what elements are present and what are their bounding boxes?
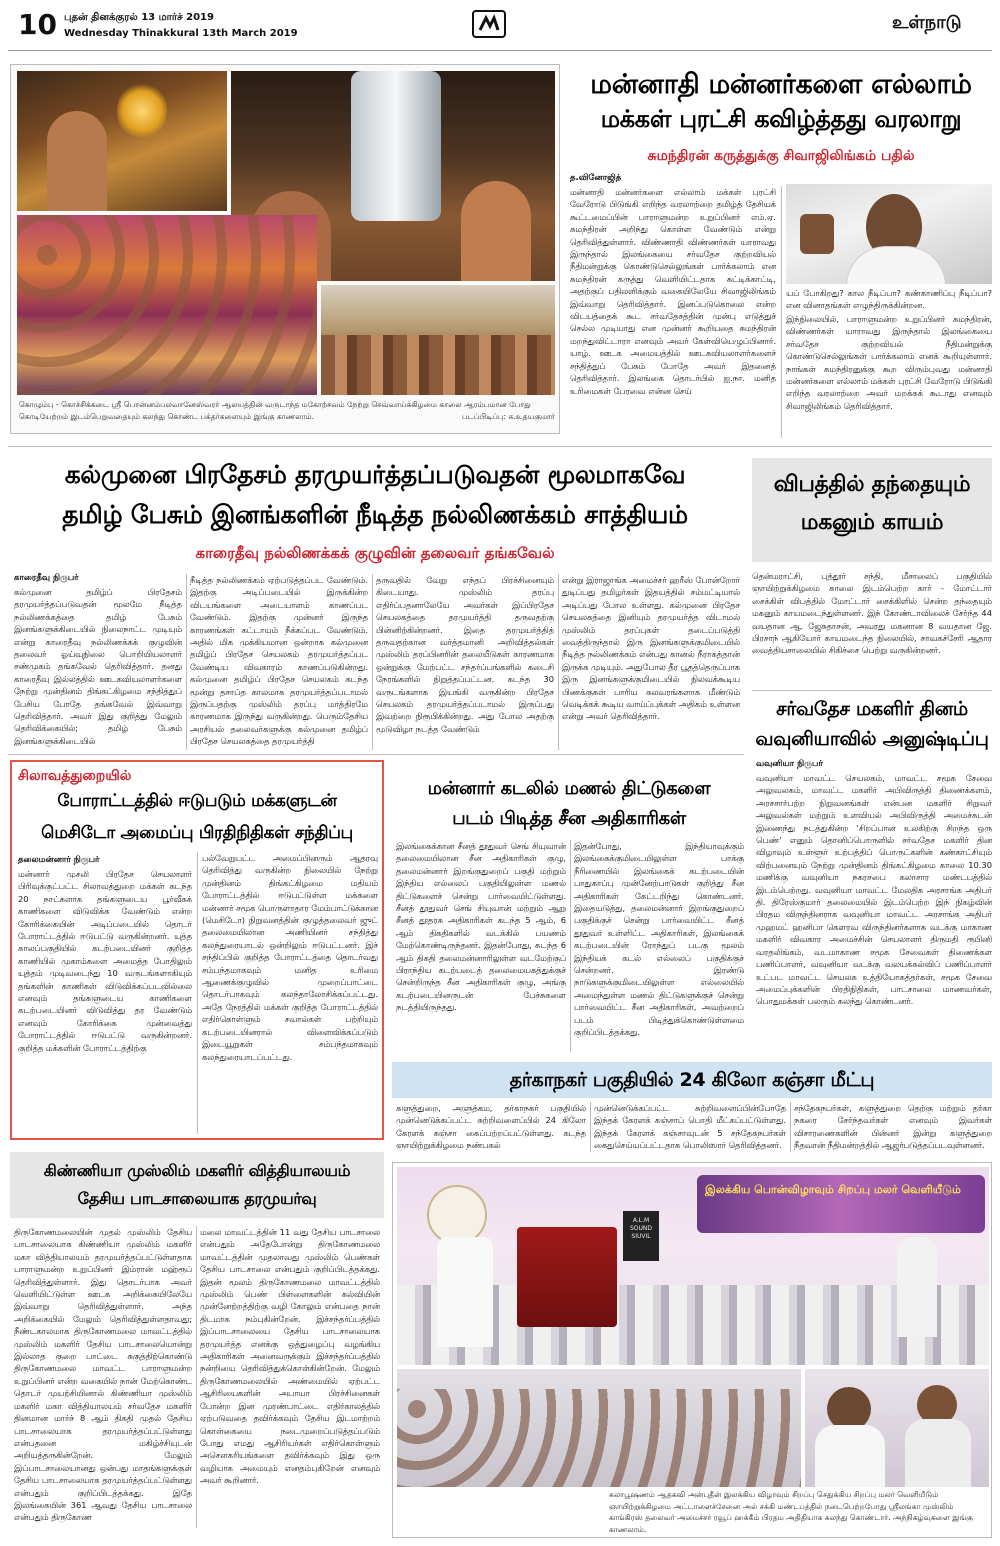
story7-col2: முன்னெடுக்கப்பட்ட சுற்றிவளைப்பின்போதே இந்தக் கேரளக் கஞ்சாப் பொதி மீட்கப்பட்டுள்ளது. இந்தக் கேரளக் கஞ்சாவுடன் 5 சந்தேகநபர்கள் கைதுசெய்யப்பட்டதாக பொலிஸார் தெரிவித்தனர்.	[594, 1103, 786, 1151]
story6-col2: இதன்போது, இந்தியாவுக்கும் இலங்கைக்குமிடையிலுள்ள பாக்கு நீரிணையில் இலங்கைக் கடற்படையின் பாதுகாப்பு முன்னேற்பாடுகள் குறித்து சீன அதிகாரிகள் கேட்டறிந்து கொண்டனர். இதையடுத்து, தலைமன்னார் இறங்குதுறைப் பகுதிக்குச் சென்று பார்வையிட்ட சீனத் தூதுவர் உள்ளிட்ட அதிகாரிகள், இலங்கைக் கடற்படையின் ரோந்துப் படகு மூலம் இந்தியக் கடல் எல்லைப் பகுதிக்குச் சென்றனர். இரண்டு நாடுகளுக்குமிடையிலுள்ள எல்லையில் அமைந்துள்ள மணல் திட்டுகளுக்குச் சென்று பார்வையிட்ட சீன அதிகாரிகள், அவற்றைப் படம் பிடித்துக்கொண்டுள்ளமை குறிப்பிடத்தக்கது.	[574, 841, 744, 1038]
temple-photo-flag	[321, 285, 555, 395]
story3-headline-box	[752, 458, 992, 562]
story1-body-col2a: யப் போகிறது? கால நீடிப்பா? கண்காணிப்பு நீடிப்பா? என வினாதங்கள் எழுந்திருக்கின்றன.	[786, 288, 992, 311]
masthead-date-tamil: புதன் தினக்குரல் 13 மார்ச் 2019	[64, 12, 214, 23]
story1-portrait	[786, 184, 992, 284]
story3-headline-line1: விபத்தில் தந்தையும்	[773, 472, 971, 497]
story2-byline: காரைதீவு நிருபர்	[14, 573, 79, 583]
story8-headline-box	[10, 1152, 384, 1218]
story7-col3: சந்தேகநபர்கள், களுத்துறை தெற்கு மற்றும் தர்கா நகரை சேர்ந்தவர்கள் எனவும் இவர்கள் விசாரணைகளின் பின்னர் இன்று களுத்துறை நீதவான் நீதிமன்றத்தில் ஆஜர்படுத்தப்படவுள்ளனர்.	[794, 1103, 992, 1151]
page-number: 10	[18, 8, 57, 41]
story1-subhead: சுமந்திரன் கருத்துக்கு சிவாஜிலிங்கம் பதில்	[647, 148, 915, 164]
event-photo-award	[805, 1369, 989, 1487]
story2-col1: கல்முனை தமிழ்ப் பிரதேசம் தரமுயர்த்தப்படுவதன் மூலமே நீடித்த நல்லிணக்கத்தை தமிழ் பேசும் இனங்களுக்கிடையில் நிலைநாட்ட முடியும் என்று காரைதீவு நல்லிணக்கக் குழுவின் தலைவர் ஓய்வுநிலை பொறியியலாளர் சண்முகம் தங்கவேல் தெரிவித்தார். தனது காரைதீவு இல்லத்தில் ஊடகவியலாளர்களை நேற்று முன்தினம் திங்கட்கிழமை சந்தித்துப் பேசிய போதே தங்கவேல் இவ்வாறு தெரிவித்தார். அவர் இது குறித்து மேலும் தெரிவிக்கையில்; தமிழ் பேசும் இனங்களுக்கிடையில்	[14, 587, 182, 746]
story5-headline-line2: மெசிடோ அமைப்பு பிரதிநிதிகள் சந்திப்பு	[41, 823, 353, 843]
section-label: உள்நாடு	[892, 12, 962, 33]
literary-event-caption: கலாபூஷணம் ஆதகவி அன்புதீன் இலக்கிய விழாவும் சிறப்பு செதுக்கிய சிறப்பு மலர் வெளியீடும் ஞாயிற்றுக்கிழமை அட்டாளைச்சேனை அல் சக்கி மண்டபத்தில் நடைபெற்றபோது ஸ்ரீலங்கா முஸ்லிம் காங்கிரஸ் தலைவர் அமைச்சர் ரவூப் ஹக்கீம் பிரதம அதிதியாக கலந்து கொண்டார். அந்நிகழ்வுகளை இங்கு காணலாம்.	[609, 1490, 973, 1534]
story7-headline-band	[392, 1062, 992, 1098]
story8-headline-line1: கிண்ணியா முஸ்லிம் மகளிர் வித்தியாலயம்	[43, 1161, 351, 1180]
story8-headline-line2: தேசிய பாடசாலையாக தரமுயர்வு	[77, 1189, 317, 1208]
story6-headline-line2: படம் பிடித்த சீன அதிகாரிகள்	[452, 808, 686, 829]
temple-photo-box	[10, 64, 560, 434]
story5-col2: பல்வேறுபட்ட அமைப்பினரும் ஆதரவு தெரிவித்து வருகின்ற நிலையில் நேற்று முன்தினம் திங்கட்கிழமை மதியம் போராட்டத்தில் ஈடுபட்டுள்ள மக்களை மன்னார் சமூக பொருளாதார மேம்பாட்டுக்கான (மெசிடோ) நிறுவனத்தின் குழுத்தலைவர் ஜுட் தலைமையிலான அணியினர் சந்தித்து கலந்துரையாடல் ஒன்றிலும் ஈடுபட்டனர். இச் சந்திப்பில் குறித்த போராட்டத்தை தொடர்வது சம்பந்தமாகவும் மனித உரிமை ஆணைக்குழுவில் முறைப்பாட்டை தொடர்பாகவும் கலந்தாலோசிக்கப்பட்டது. அதே நேரத்தில் மக்கள் குறித்த போராட்டத்தில் எதிர்கொள்ளும் சவால்கள் பற்றியும் கடற்படையினரால் விளைவிக்கப்படும் இடையூறுகள் சம்பந்தமாகவும் கலந்துரையாடப்பட்டது.	[202, 853, 378, 1062]
story3-body: தென்மராட்சி, புத்தூர் சந்தி, மீசாலைப் பகுதியில் ஞாயிற்றுக்கிழமை காலை இடம்பெற்ற கார் - மோட்டார் சைக்கிள் விபத்தில் மோட்டார் சைக்கிளில் சென்ற தந்தையும் மகனும் காயமடைந்துள்ளனர். இந் கோண்டாவிலைச் சேர்ந்த 44 வயதான ஆ. ஜேசுதாசன், அவரது மகனான 8 வயதான ஜே. பிரசாந் ஆகியோர் காயமடைந்த நிலையில், சாவகச்சேரி ஆதார வைத்தியசாலையில் சிகிச்சை பெற்று வருகின்றனர்.	[752, 571, 992, 656]
story1-headline-line1: மன்னாதி மன்னர்களை எல்லாம்	[590, 69, 972, 100]
story4-byline: வவுனியா நிருபர்	[756, 759, 823, 769]
masthead-divider	[8, 50, 992, 51]
story1-byline: த.வினோஜித்	[570, 173, 622, 183]
story8-col2: மலை மாவட்டத்தின் 11 வது தேசிய பாடசாலை என்பதும் அதேபோன்று திருகோணமலை மாவட்டத்தின் முதலாவது முஸ்லிம் பெண்கள் தேசிய பாடசாலை என்பதும் குறிப்பிடத்தக்கது. இதன் மூலம் திருகோணமலை மாவட்டத்தில் முஸ்லிம் பெண் பிள்ளைகளின் கல்வியின் முன்னேற்றத்திற்கு வழி கோலும் என்பதை நான் திடமாக நம்புகின்றேன். இச்சந்தர்ப்பத்தில் இப்பாடசாலையை தேசிய பாடசாலையாக தரமுயர்த்த எனக்கு ஒத்துழைப்பு வழங்கிய அதிகாரிகள் அனைவருக்கும் இச்சந்தர்ப்பத்தில் நன்றியை தெரிவித்துக்கொள்கின்றேன். மேலும் திருகோணமலையில் அண்மையில் ஏற்பட்ட ஆசிரியைகளின் அபாயா பிரச்சினைகள் போன்ற இன முரண்பாட்டை எதிர்காலத்தில் ஏற்படுவதை தவிர்க்கவும் தேசிய இடமாற்றம் கொள்கையை நடைமுறைப்படுத்தப்படும் போது எமது ஆசிரியர்கள் எதிர்கொள்ளும் அசௌகரியங்களை தவிர்க்கவும் இது ஒரு வழியாக அமையும் எனதம்புகிறேன் எனவும் அவர் கூறினார்.	[200, 1227, 380, 1486]
logo-mark-icon	[474, 12, 504, 36]
masthead-date-english: Wednesday Thinakkural 13th March 2019	[64, 28, 298, 39]
literary-event-photo-box	[392, 1162, 992, 1538]
temple-photo-caption: கொழும்பு - கொச்சிக்கடை ஸ்ரீ பொன்னம்பலவானேஸ்வரர் ஆலயத்தின் வருடாந்த மகோற்சவம் நேற்று செவ்வாய்க்கிழமை காலை ஆரம்பமான போது கொடியேற்றம் இடம்பெறுவதையும் கலந்து கொண்ட பக்தர்களையும் இங்கு காணலாம்.	[19, 400, 531, 421]
story5-kicker: சிலாவத்துறையில்	[18, 768, 132, 784]
story1-body-col1: மன்னாதி மன்னர்களை எல்லாம் மக்கள் புரட்சி வேரோடு பிடுங்கி எறிந்த வரலாற்றை தமிழ்த் தேசியக் கூட்டமைப்பின் பாராளுமன்ற உறுப்பினர் எம்.ஏ. சுமந்திரன் அறிந்து கொள்ள வேண்டும் என்று தெரிவித்துள்ளார். விண்ணாதி விண்ணர்கள் யாராவது இருந்தால் இலங்கையை சர்வதேச குற்றவியல் நீதிமன்றுக்கு கொண்டுசெல்லுங்கள் பார்க்கலாம் என சுமந்திரன் கருத்து வெளியிட்டதாக சுட்டிக்காட்டி, அதற்குப் பதிலளிக்கும் வகையிலேயே சிவாஜிலிங்கம் இவ்வாறு தெரிவித்தார். இனப்படுகொலை என்ற விடயத்தைக் கூட சர்வதேசத்தின் முன்பு எடுத்துச் செல்ல முடியாது என முன்னர் கூறியதை சுமந்திரன் மறந்துவிட்டாரா எனவும் அவர் கேள்வியெழுப்பினார். யாழ். ஊடக அமையத்தில் ஊடகவியலாளர்களைச் சந்தித்துப் பேசும் போதே அவர் இதனைத் தெரிவித்தார். இலங்கை தொடர்பில் ஐ.நா. மனித உரிமைகள் பேரவை என்ன செய்	[570, 187, 776, 396]
event-banner-text: இலக்கிய பொன்விழாவும் சிறப்பு மலர் வெளியீடும்	[705, 1183, 961, 1196]
event-photo-audience	[397, 1369, 801, 1487]
sound-system-sign: A.L.M SOUND SIUVIL	[623, 1211, 659, 1261]
story2-col4: என்று இராஜாங்க அமைச்சர் ஹரீஸ் போன்றோர் துடிப்பது தமிழர்கள் இதயத்தில் சம்மட்டியால் அடிப்பது போல உள்ளது. கல்முனை பிரதேச செயலகத்தை இனியும் தரமுயர்த்த விடாமல் முஸ்லிம் தரப்புகள் தடைப்படுத்தி வைத்திருந்தால் இரு இனங்களுக்குமிடையில் நீடித்த நல்லிணக்கம் என்பது கானல் நீராகத்தான் இருக்க முடியும். அதுபோல தீர பூதத்தெருப்பாக இரு இனங்களுக்குமிடையில் நிலவக்கூடிய பிணக்குகள் பாரிய கலவரங்களாக மீண்டும் வெடிக்கக் கூடிய வாய்ப்புக்கள் அதிகம் உள்ளன என்று அவர் தெரிவித்தார்.	[562, 575, 740, 722]
temple-photo-devotees	[17, 215, 317, 395]
story7-headline: தர்காநகர் பகுதியில் 24 கிலோ கஞ்சா மீட்பு	[509, 1069, 875, 1091]
story3-headline-line2: மகனும் காயம்	[800, 510, 944, 535]
story4-headline-line1: சர்வதேச மகளிர் தினம்	[776, 698, 968, 720]
story1-headline-line2: மக்கள் புரட்சி கவிழ்த்தது வரலாறு	[600, 105, 962, 133]
story6-col1: இலங்கைக்கான சீனத் தூதுவர் செங் சியுவான் தலைமையிலான சீன அதிகாரிகள் குழு, தலைமன்னார் இறங்குதுறைப் பகுதி மற்றும் இந்திய எல்லைப் பகுதியிலுள்ள மணல் திட்டுகளைச் சென்று பார்வையிட்டுள்ளது. சீனத் தூதுவர் செங் சியுவான் மற்றும் ஆறு சீனத் தூதரக அதிகாரிகள் கடந்த 5 ஆம், 6 ஆம் திகதிகளில் வடக்கில் பயணம் மேற்கொண்டிருந்தனர். இதன்போது, கடந்த 6 ஆம் திகதி தலைமன்னாரிலுள்ள வடமேற்குப் பிராந்திய கடற்படைத் தலைமையகத்துக்குச் சென்றிருந்த சீன அதிகாரிகள் குழு, அங்கு கடற்படையினருடன் பேச்சுகளை நடத்தியிருந்தது.	[396, 841, 566, 1013]
story2-col2: நீடித்த நல்லிணக்கம் ஏற்படுத்தப்பட வேண்டும். இதற்கு அடிப்படையில் இருக்கின்ற விடயங்களை அடையாளம் காணப்பட வேண்டும். இதற்கு முன்னர் இருந்த காரணங்கள் கட்டாயம் நீக்கப்பட வேண்டும். அதில் மிக முக்கியமான ஒன்றாக கல்முனை தமிழ்ப் பிரதேச செயலகம் தரமுயர்த்தப்பட வேண்டிய விவகாரம் காணப்படுகின்றது. கல்முனை தமிழ்ப் பிரதேச செயலகம் கடந்த மூன்று தசாப்த காலமாக தரமுயர்த்தப்படாமல் இருப்பதற்கு முஸ்லிம் தரப்பு மாத்திரமே காரணமாக இருந்து வருகின்றது. பெரும்தேசிய அரசியல் தலைவர்களுக்கு கல்முனை தமிழ்ப் பிரதேச செயலகத்தை தரமுயர்த்தி	[190, 575, 368, 747]
story2-subhead: காரைதீவு நல்லிணக்கக் குழுவின் தலைவர் தங்கவேல்	[195, 544, 555, 562]
story2-col3: தருவதில் வேறு எந்தப் பிரச்சினையும் கிடையாது. முஸ்லிம் தரப்பு எதிர்ப்பதனாலேயே அவர்கள் இப்பிரதேச செயலகத்தை தரமுயர்த்தி தருவதற்கு பின்னிற்கின்றனர். இதை தரமுயர்த்தித் தருவதற்கான வர்த்தமானி அறிவித்தல்கள் முஸ்லிம் தரப்பினரின் தலையீடுகள் காரணமாக ஒன்றுக்கு மேற்பட்ட சந்தர்ப்பங்களில் கடைசி நேரங்களில் நிறுத்தப்பட்டன. கடந்த 30 வருடங்களாக இயங்கி வருகின்ற பிரதேச செயலகம் தரமுயர்த்தப்படாமல் இருப்பது இவற்றை நிரூபிக்கின்றது. அது போல அதற்கு மூடுவிழா நடத்த வேண்டும்	[376, 575, 554, 734]
story4-body: வவுனியா மாவட்ட செயலகம், மாவட்ட சமூக சேவை அலுவலகம், மாவட்ட மகளிர் அபிவிருத்தி திணைக்களம், அரசசார்பற்ற நிறுவனங்கள் என்பன மகளிர் சிறுவர் அலுவல்கள் மற்றும் உளவியல் அபிவிருத்தி அமைச்சுடன் இணைந்து நடத்துகின்ற 'சிறப்பான உலகிற்கு சிறந்த ஒரு பெண்' எனும் தொனிப்பொருளில் சர்வதேச மகளிர் தின விழாவும் உள்ளூர் உற்பத்திப் பொருட்களின் கண்காட்சியும் விற்பனையும் நேற்று முன்தினம் திங்கட்கிழமை காலை 10.30 மணிக்கு வவுனியா நகரசபை கலாசார மண்டபத்தில் இடம்பெற்றது. வவுனியா மாவட்ட மேலதிக அரசாங்க அதிபர் தி. திரேஸ்குமார் தலைமையில் இடம்பெற்ற இந் நிகழ்வின் பிரதம விருந்தினராக வவுனியா மாவட்ட அரசாங்க அதிபர் முஹமட் ஹனிபா கௌரவ விருந்தினர்களாக வடக்கு மாகாண மகளிர் விவகார அமைச்சின் செயலாளர் திருமதி ரூபினி வரதலிங்கம், வடமாகாண சமூக சேவைகள் திணைக்கள பணிப்பாளர், வவுனியா வடக்கு வலயக்கல்விப் பணிப்பாளர் உட்பட மாவட்ட செயலக உத்தியோகத்தர்கள், சமூக சேவை அமைப்புக்களின் பிரதிநிதிகள், பாடசாலை மாணவர்கள், பொதுமக்கள் பலரும் கலந்து கொண்டனர்.	[756, 773, 992, 1007]
temple-photo-credit: படப்பிடிப்பு: சு.உதயகுமார்	[383, 411, 555, 423]
story5-headline-line1: போராட்டத்தில் ஈடுபடும் மக்களுடன்	[57, 791, 337, 811]
masthead	[0, 0, 1000, 50]
story1-body-col2b: இந்நிலையில், பாராளுமன்ற உறுப்பினர் சுமந்திரன், விண்ணர்கள் யாராவது இருந்தால் இலங்கையை சர்வதேச குற்றவியல் நீதிமன்றுக்கு கொண்டுசெல்லுங்கள் பார்க்கலாம் எனக் கூறியுள்ளார். நாங்கள் சுமந்திரனுக்கு கூற விரும்புவது மன்னாதி மன்னர்களை எல்லாம் மக்கள் புரட்சி வேரோடு பிடுங்கி எறிந்த வரலாற்றை அவர் மறக்கக் கூடாது எனவும் சிவாஜிலிங்கம் தெரிவித்தார்.	[786, 314, 992, 411]
temple-photo-priest	[17, 71, 227, 211]
story4-headline-line2: வவுனியாவில் அனுஷ்டிப்பு	[755, 728, 989, 750]
event-banner	[697, 1175, 985, 1233]
story6-headline-line1: மன்னார் கடலில் மணல் திட்டுகளை	[427, 778, 711, 799]
publication-logo	[472, 10, 506, 38]
event-photo-speaker	[397, 1167, 989, 1365]
story7-col1: களுத்துறை, அளுத்கம, தர்காநகர் பகுதியில் முன்னெடுக்கப்பட்ட சுற்றிவளைப்பில் 24 கிலோ கேரளக் கஞ்சா கைப்பற்றப்பட்டுள்ளது. கடந்த ஞாயிற்றுக்கிழமை நண்பகல்	[396, 1103, 586, 1151]
story5-col1: மன்னார் முசலி பிரதேச செயலாளர் பிரிவுக்குட்பட்ட சிலாவத்துறை மக்கள் கடந்த 20 நாட்களாக தங்களுடைய பூர்வீகக் காணிகளை விடுவிக்க வேண்டும் என்ற கோரிக்கையின் அடிப்படையில் தொடர் போராட்டத்தில் ஈடுபட்டு வருகின்றனர். யுத்த காலப்பகுதியில் கடற்படையினர் குறித்த காணியில் முகாம்களை அமைத்த போதிலும் யுத்தம் முடிவடைந்து 10 வருடங்களாகியும் தங்களின் காணிகள் விடுவிக்கப்படவில்லை எனவும் தங்களுடைய காணிகளை கடற்படையினர் விடுவித்து தர வேண்டும் எனவும் கோரிக்கை முன்வைத்து போராட்டத்தில் ஈடுபட்டு வருகின்றனர். குறித்த மக்களின் போராட்டத்திற்கு	[18, 869, 192, 1053]
story8-col1: திருகோணமலையின் முதல் முஸ்லிம் தேசிய பாடசாலையாக கிண்ணியா முஸ்லிம் மகளிர் மகா வித்தியாலயம் தரமுயர்த்தப்பட்டுள்ளதாக பாராளுமன்ற உறுப்பினர் இம்ரான் மஹ்ரூப் தெரிவித்துள்ளார். இது தொடர்பாக அவர் வெளியிட்டுள்ள ஊடக அறிக்கையிலேயே இவ்வாறு தெரிவித்துள்ளார். அந்த அறிக்கையில் மேலும் தெரிவித்துள்ளதாவது; நீண்டகாலமாக திருகோணமலை மாவட்டத்தில் முஸ்லிம் மகளிர் தேசிய பாடசாலையொன்று இல்லாத குறை பாட்டை சுகுத்திற்கொண்டு திருகோணமலை மாவட்ட பாராளுமன்ற உறுப்பினர் என்ற வகையில் நான் மேற்கொண்ட தொடர் முயற்சியினால் கிண்ணியா முஸ்லிம் மகளிர் மகா வித்தியாலயம் சர்வதேச மகளிர் தினமான மார்ச் 8 ஆம் திகதி முதல் தேசிய பாடசாலையாக தரமுயர்த்தப்பட்டுள்ளது என்பதனை மகிழ்ச்சியுடன் அறியத்தருகின்றேன். மேலும் இப்பாடசாலையானது ஒன்பது மாதங்களுக்குள் தேசிய பாடசாலையாக தரமுயர்த்தப்பட்டுள்ளது என்பதும் குறிப்பிடத்தக்கது. இதே இலங்கையின் 361 ஆவது தேசிய பாடசாலை என்பதும் திருகோண	[14, 1227, 192, 1523]
story5-byline: தலைமன்னார் நிருபர்	[18, 855, 100, 865]
story2-headline-line1: கல்முனை பிரதேசம் தரமுயர்த்தப்படுவதன் மூலமாகவே	[64, 460, 686, 489]
story2-headline-line2: தமிழ் பேசும் இனங்களின் நீடித்த நல்லிணக்கம் சாத்தியம்	[62, 500, 688, 529]
